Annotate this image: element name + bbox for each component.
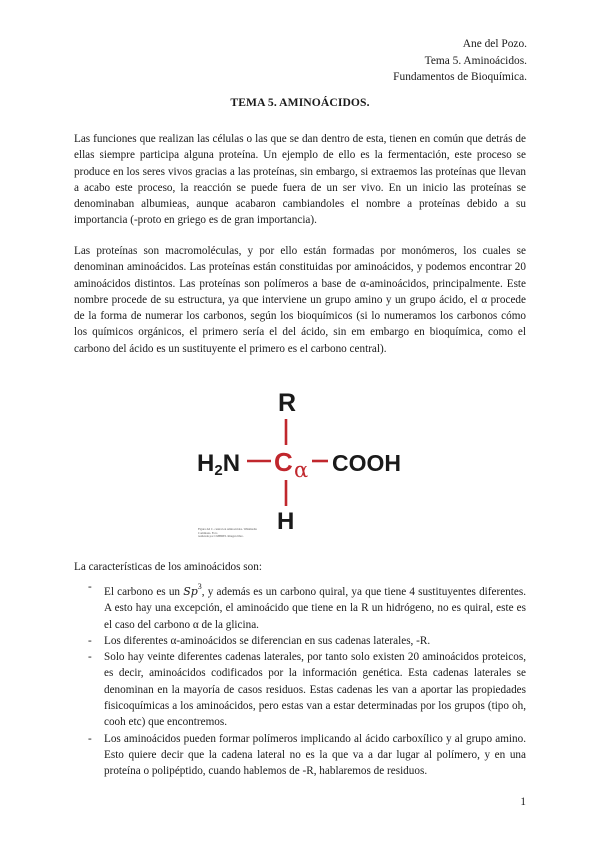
alpha-label: α — [294, 458, 309, 482]
carboxyl-group-label: COOH — [332, 450, 401, 476]
bullet-text: El carbono es un — [104, 586, 184, 598]
paragraph-intro: Las funciones que realizan las células o las que se dan dentro de esta, tienen en común que detrás de ellas siempre participa alguna proteína. Un ejemplo de ello es la fermentación, este proceso se produce en los seres vivos gracias a las proteínas, sin embargo, si extraemos las proteínas que llevan a acabo este proceso, la reacción se puede fuera de un ser vivo. En un inicio las proteínas se denominaban albumieas, aunque acabaron cambiandoles el nombre a proteínas debido a su importancia (-proto en griego es de gran importancia). — [74, 133, 526, 227]
bullet-text: Solo hay veinte diferentes cadenas laterales, por tanto solo existen 20 aminoácidos proteicos, es decir, aminoácidos codificados por la información genética. Esta cadenas laterales se denominan en la mayoría de casos residuos. Estas cadenas les van a aportar las propiedades fisicoquímicas a los aminoácidos, pero estas van a estar determinadas por los grupos (tipo oh, cooh etc) que encontremos. — [104, 651, 526, 729]
figure-caption — [198, 528, 268, 539]
amino-h: H — [197, 450, 215, 477]
hydrogen-label: H — [277, 508, 295, 535]
hybridization-superscript: 3 — [197, 582, 202, 591]
amino-subscript: 2 — [214, 462, 223, 479]
header-course: Fundamentos de Bioquímica. — [393, 71, 527, 83]
list-item — [74, 579, 526, 633]
document-header — [393, 36, 527, 86]
bullet-text: Los aminoácidos pueden formar polímeros implicando al ácido carboxílico y al grupo amino. Esto quiere decir que la cadena lateral no es la que va a dar lugar al polímero, y en una proteína o polipéptido, cuando hablemos de -R, hablaremos de residuos. — [104, 732, 526, 778]
amino-group-label — [197, 450, 240, 479]
paragraph-proteins: Las proteínas son macromoléculas, y por ello están formadas por monómeros, los cuales se denominan aminoácidos. Las proteínas están constituidas por aminoácidos, y podemos encontrar 20 aminoácidos distintos. Las proteínas son polímeros a base de α-aminoácidos, principalmente. Este nombre procede de su estructura, ya que interviene un grupo amino y un grupo ácido, el α procede de la forma de numerar los carbonos, según los bioquímicos (si lo numeramos los carbonos cómo los químicos orgánicos, el primero sería el del ácido, sin em embargo en bioquímica, como el carbono del ácido es un sustituyente el primero es el carbono central). — [74, 245, 526, 355]
bullet-dash: - — [88, 581, 92, 593]
bullet-text: , y además es un carbono quiral, ya que tiene 4 sustituyentes diferentes. A esto hay una excepción, el aminoácido que tiene en la R un hidrógeno, no es quiral, este es el caso del carbono α de la glicina. — [104, 586, 526, 631]
page-number: 1 — [520, 796, 526, 808]
list-item — [74, 633, 526, 649]
header-author: Ane del Pozo. — [462, 38, 527, 50]
r-group-label: R — [278, 389, 297, 417]
amino-n: N — [222, 450, 241, 477]
bullet-dash: - — [88, 732, 92, 745]
page-title: TEMA 5. AMINOÁCIDOS. — [230, 96, 370, 109]
header-topic: Tema 5. Aminoácidos. — [424, 54, 527, 67]
bullet-dash: - — [88, 634, 92, 647]
list-item — [74, 649, 526, 730]
central-carbon: C — [274, 447, 293, 477]
characteristics-intro: La características de los aminoácidos son: — [74, 561, 262, 573]
amino-acid-structure-diagram — [190, 385, 420, 545]
bullet-text: Los diferentes α-aminoácidos se diferencian en sus cadenas laterales, -R. — [104, 634, 431, 647]
characteristics-list — [74, 579, 526, 780]
caption-line: Figura del C. central en aminoácidos. Wikimedia Commons. Foto — [198, 527, 257, 535]
bullet-dash: - — [88, 651, 92, 664]
list-item — [74, 731, 526, 780]
hybridization-sp: Sp — [183, 585, 198, 598]
caption-line: realizada por CMBDEI. Imagen libre. — [198, 534, 244, 538]
